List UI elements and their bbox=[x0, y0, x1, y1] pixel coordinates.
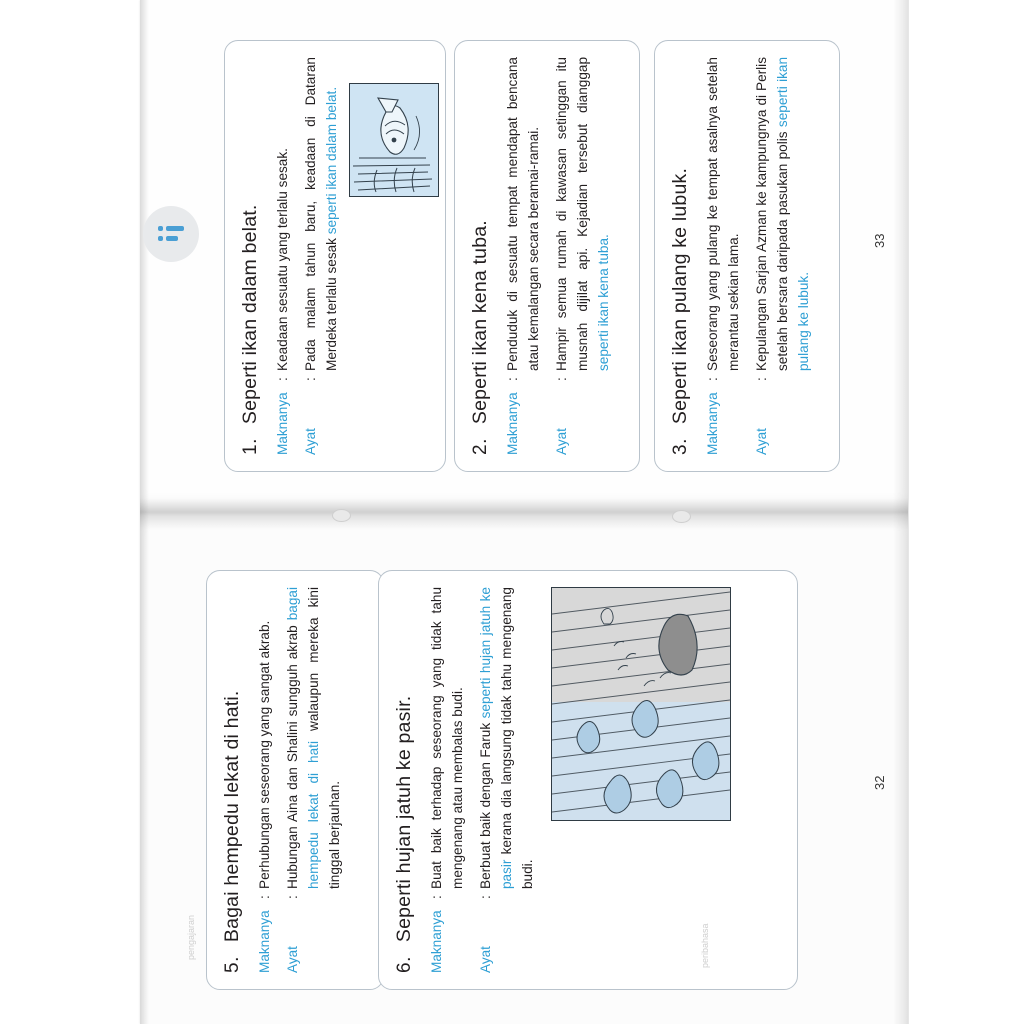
page-number-33: 33 bbox=[872, 233, 887, 248]
entry-3-maknanya-row bbox=[702, 57, 744, 455]
maknanya-text: Buat baik terhadap seseorang yang tidak tahu mengenang atau membalas budi. bbox=[429, 587, 466, 889]
ayat-text: Pada malam tahun baru, keadaan di Dataran Merdeka terlalu sesak seperti ikan dalam belat. bbox=[303, 57, 340, 371]
colon: : bbox=[505, 377, 520, 381]
ayat-label: Ayat bbox=[285, 946, 301, 973]
entry-title: Bagai hempedu lekat di hati. bbox=[221, 690, 243, 943]
maknanya-text: Perhubungan seseorang yang sangat akrab. bbox=[257, 620, 272, 889]
entry-6-maknanya-row bbox=[426, 587, 468, 973]
entry-number: 1. bbox=[240, 438, 261, 455]
ayat-text: Kepulangan Sarjan Azman ke kampungnya di Perlis setelah bersara daripada pasukan polis seperti ikan pulang ke lubuk. bbox=[754, 56, 812, 371]
fish-in-net-illustration bbox=[349, 83, 439, 197]
entry-1-maknanya-row bbox=[272, 57, 293, 455]
colon: : bbox=[285, 895, 301, 899]
entry-title: Seperti hujan jatuh ke pasir. bbox=[393, 695, 415, 943]
page-edge-left bbox=[140, 0, 149, 1024]
entry-title: Seperti ikan pulang ke lubuk. bbox=[669, 167, 691, 425]
ayat-label: Ayat bbox=[478, 946, 494, 973]
entry-6-heading bbox=[393, 587, 416, 973]
entry-card-5 bbox=[206, 570, 384, 990]
colon: : bbox=[705, 377, 720, 381]
maknanya-text: Seseorang yang pulang ke tempat asalnya setelah merantau sekian lama. bbox=[705, 57, 742, 371]
maknanya-label: Maknanya bbox=[705, 392, 720, 455]
entry-card-2 bbox=[454, 40, 640, 472]
entry-3-heading bbox=[669, 57, 692, 455]
entry-5-maknanya-row bbox=[254, 587, 275, 973]
ayat-text: Hampir semua rumah di kawasan setinggan itu musnah dijilat api. Kejadian tersebut dianggap seperti ikan kena tuba. bbox=[554, 57, 612, 371]
entry-number: 5. bbox=[222, 956, 243, 973]
entry-6-ayat-row bbox=[475, 587, 538, 973]
page-number-32: 32 bbox=[872, 775, 887, 790]
seller-logo-badge bbox=[143, 206, 199, 262]
colon: : bbox=[257, 895, 272, 899]
entry-2-heading bbox=[469, 57, 492, 455]
ayat-label: Ayat bbox=[554, 428, 570, 455]
ayat-label: Ayat bbox=[754, 428, 770, 455]
faint-background-text: peribahasa bbox=[700, 923, 710, 968]
maknanya-label: Maknanya bbox=[275, 392, 290, 455]
page-edge-right bbox=[893, 0, 909, 1024]
fish-in-net-drawing bbox=[350, 84, 438, 196]
entry-1-ayat-row bbox=[300, 57, 342, 455]
ayat-text: Hubungan Aina dan Shalini sungguh akrab bagai hempedu lekat di hati walaupun mereka kini tinggal berjauhan. bbox=[285, 587, 343, 889]
colon: : bbox=[275, 377, 290, 381]
entry-card-1 bbox=[224, 40, 446, 472]
list-mark-icon bbox=[158, 223, 184, 245]
entry-card-3 bbox=[654, 40, 840, 472]
ayat-label: Ayat bbox=[303, 428, 319, 455]
faint-background-text: pengajaran bbox=[186, 914, 196, 960]
maknanya-text: Keadaan sesuatu yang terlalu sesak. bbox=[275, 148, 290, 371]
entry-2-maknanya-row bbox=[502, 57, 544, 455]
colon: : bbox=[303, 377, 319, 381]
entry-5-ayat-row bbox=[282, 587, 345, 973]
rain-on-sand-drawing bbox=[552, 588, 730, 820]
maknanya-label: Maknanya bbox=[257, 910, 272, 973]
colon: : bbox=[478, 895, 494, 899]
entry-title: Seperti ikan kena tuba. bbox=[469, 220, 491, 425]
entry-1-heading bbox=[239, 57, 262, 455]
colon: : bbox=[754, 377, 770, 381]
binding-hole bbox=[672, 510, 691, 523]
maknanya-text: Penduduk di sesuatu tempat mendapat bencana atau kemalangan secara beramai-ramai. bbox=[505, 57, 542, 371]
ayat-text: Berbuat baik dengan Faruk seperti hujan jatuh ke pasir kerana dia langsung tidak tahu mengenang budi. bbox=[478, 587, 536, 889]
entry-number: 6. bbox=[394, 956, 415, 973]
maknanya-label: Maknanya bbox=[429, 910, 444, 973]
entry-number: 2. bbox=[470, 438, 491, 455]
entry-number: 3. bbox=[670, 438, 691, 455]
binding-hole bbox=[332, 509, 351, 522]
colon: : bbox=[554, 377, 570, 381]
entry-title: Seperti ikan dalam belat. bbox=[239, 204, 261, 425]
entry-card-6 bbox=[378, 570, 798, 990]
rain-on-sand-illustration bbox=[551, 587, 731, 821]
book-gutter bbox=[140, 498, 908, 530]
entry-3-ayat-row bbox=[751, 57, 814, 455]
entry-5-heading bbox=[221, 587, 244, 973]
maknanya-label: Maknanya bbox=[505, 392, 520, 455]
colon: : bbox=[429, 895, 444, 899]
entry-2-ayat-row bbox=[551, 57, 614, 455]
